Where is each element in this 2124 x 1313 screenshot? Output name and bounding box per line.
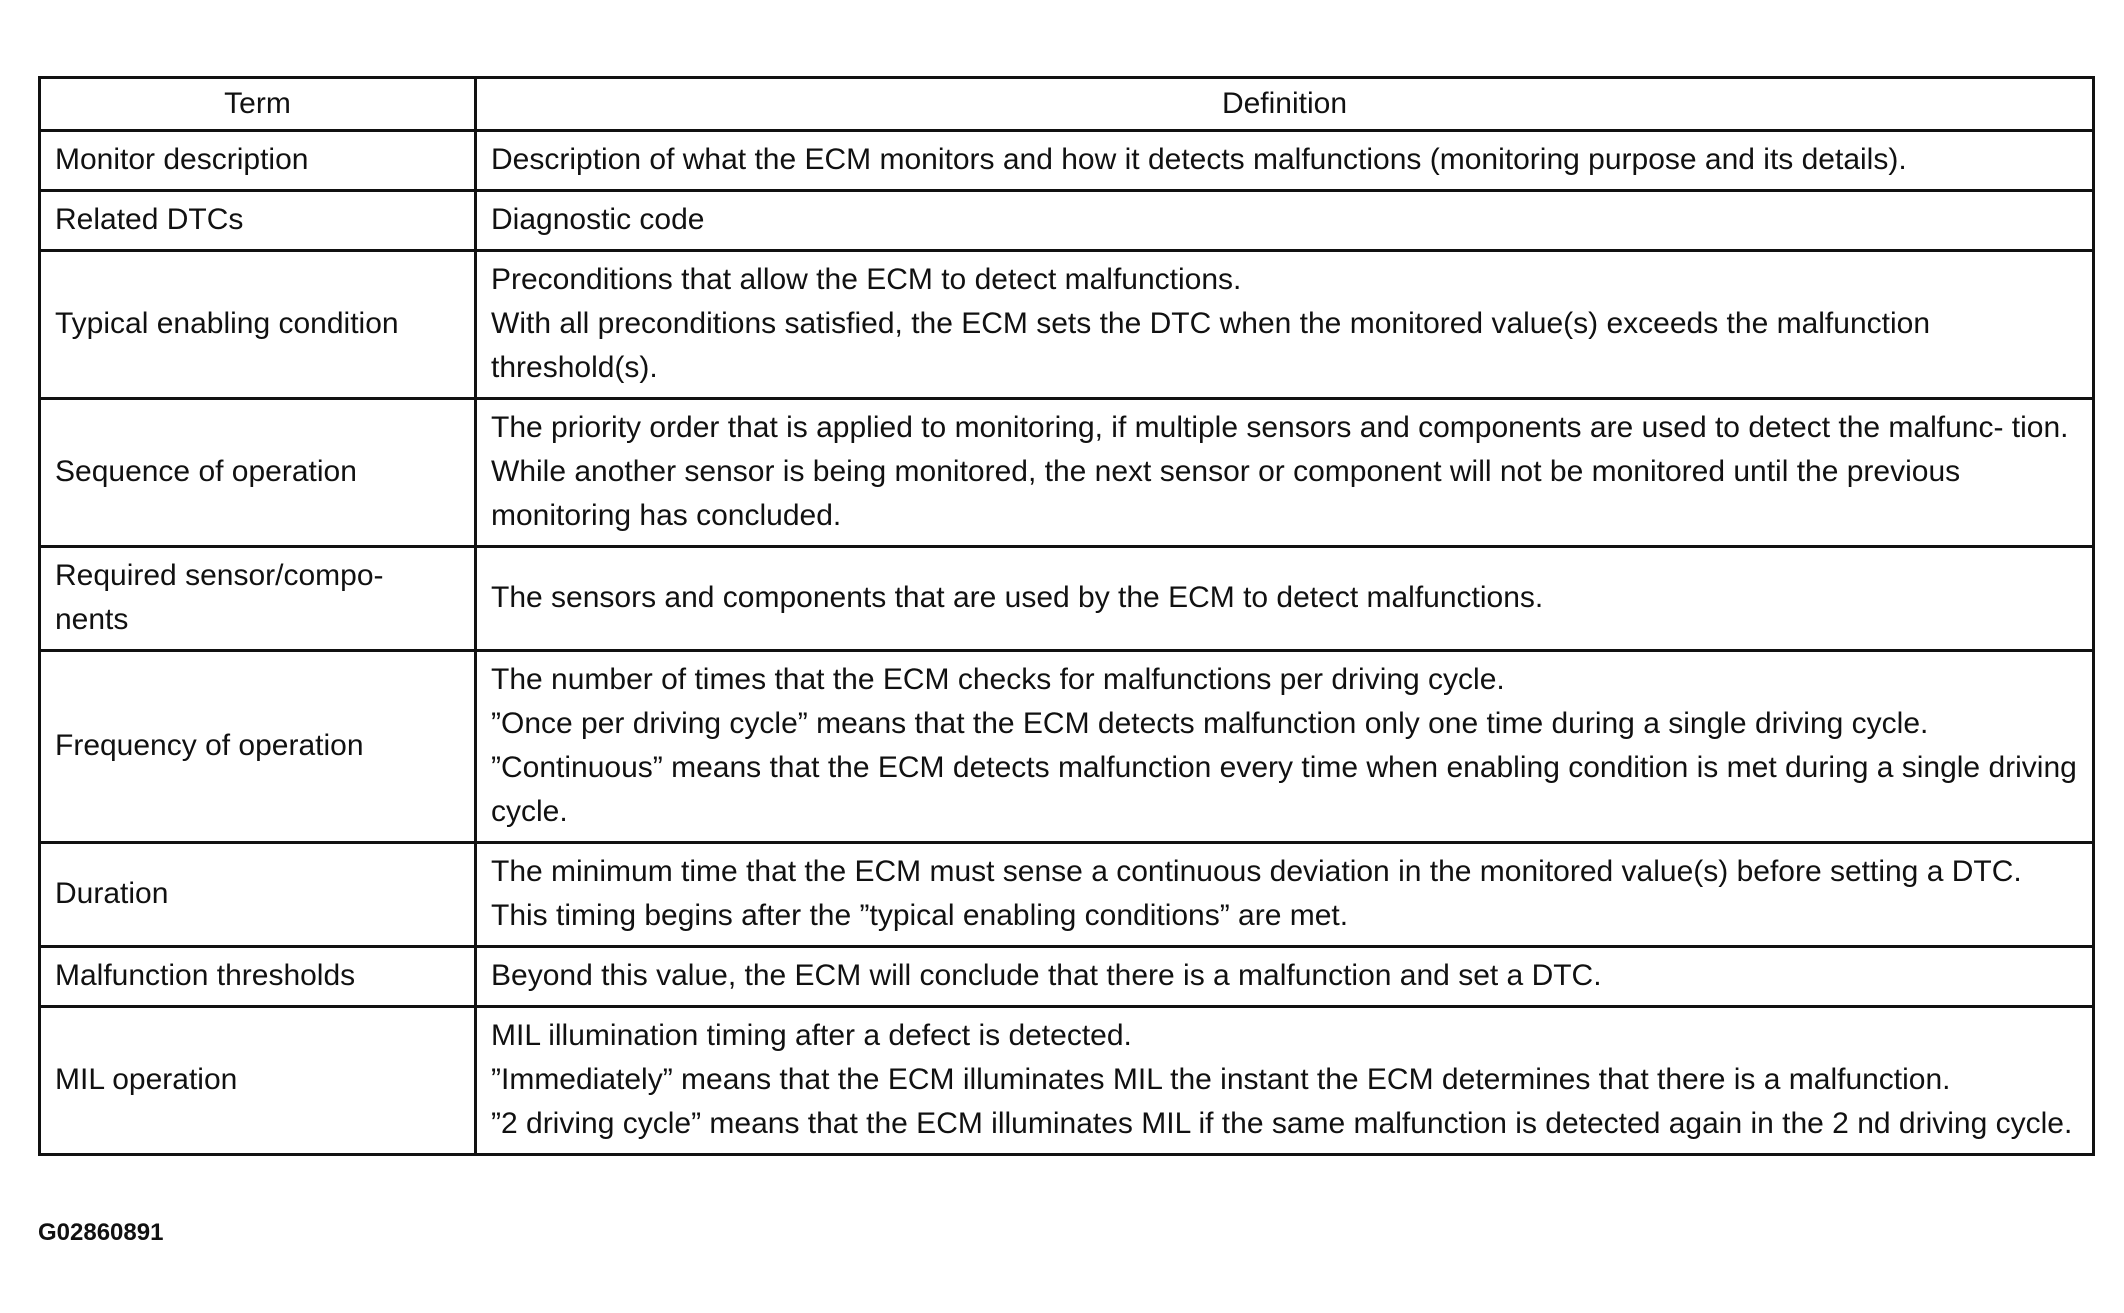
term-cell: Required sensor/compo- nents [40,547,476,651]
definition-line: ”Once per driving cycle” means that the ECM detects malfunction only one time during a single driving cycle. [491,707,1929,740]
table-row [40,843,2094,947]
definition-line: ”Continuous” means that the ECM detects malfunction every time when enabling condition is met during a single driving cycle. [491,751,2077,828]
definition-cell [476,843,2094,947]
definition-line: The minimum time that the ECM must sense a continuous deviation in the monitored value(s) before setting a DTC. This timing begins after the ”typical enabling conditions” are met. [491,855,2022,932]
table-row [40,547,2094,651]
definition-line: Beyond this value, the ECM will conclude that there is a malfunction and set a DTC. [491,959,1602,992]
figure-code: G02860891 [38,1219,164,1246]
definition-line: While another sensor is being monitored, the next sensor or component will not be monitored until the previous monitoring has concluded. [491,455,1961,532]
definitions-table [38,76,2095,1156]
table-header-row [40,78,2094,131]
definition-cell [476,651,2094,843]
term-cell: Monitor description [40,131,476,191]
definition-line: With all preconditions satisfied, the ECM sets the DTC when the monitored value(s) exceeds the malfunction threshold(s). [491,307,1931,384]
definition-line: MIL illumination timing after a defect is detected. [491,1019,1132,1052]
definition-cell [476,1007,2094,1155]
definition-line: The priority order that is applied to monitoring, if multiple sensors and components are used to detect the malfunc- tion. [491,411,2069,444]
table-row [40,191,2094,251]
term-cell: Duration [40,843,476,947]
term-cell: Malfunction thresholds [40,947,476,1007]
definition-line: The number of times that the ECM checks for malfunctions per driving cycle. [491,663,1505,696]
term-cell: MIL operation [40,1007,476,1155]
definition-cell [476,547,2094,651]
definition-line: Preconditions that allow the ECM to detect malfunctions. [491,263,1242,296]
definition-line: ”2 driving cycle” means that the ECM illuminates MIL if the same malfunction is detected again in the 2 nd driving cycle. [491,1107,2073,1140]
definition-cell [476,131,2094,191]
term-cell: Sequence of operation [40,399,476,547]
definition-cell [476,399,2094,547]
header-term: Term [40,78,476,131]
table-row [40,651,2094,843]
definition-line: ”Immediately” means that the ECM illuminates MIL the instant the ECM determines that there is a malfunction. [491,1063,1951,1096]
definition-cell [476,251,2094,399]
term-cell: Related DTCs [40,191,476,251]
header-definition: Definition [476,78,2094,131]
definition-cell [476,947,2094,1007]
definition-cell [476,191,2094,251]
term-cell: Frequency of operation [40,651,476,843]
definition-line: Diagnostic code [491,203,705,236]
definition-line: Description of what the ECM monitors and how it detects malfunctions (monitoring purpose and its details). [491,143,1907,176]
table-row [40,947,2094,1007]
table-row [40,1007,2094,1155]
term-cell: Typical enabling condition [40,251,476,399]
table-row [40,399,2094,547]
definitions-table-container [38,76,2092,1156]
table-row [40,131,2094,191]
table-row [40,251,2094,399]
definition-line: The sensors and components that are used by the ECM to detect malfunctions. [491,581,1544,614]
